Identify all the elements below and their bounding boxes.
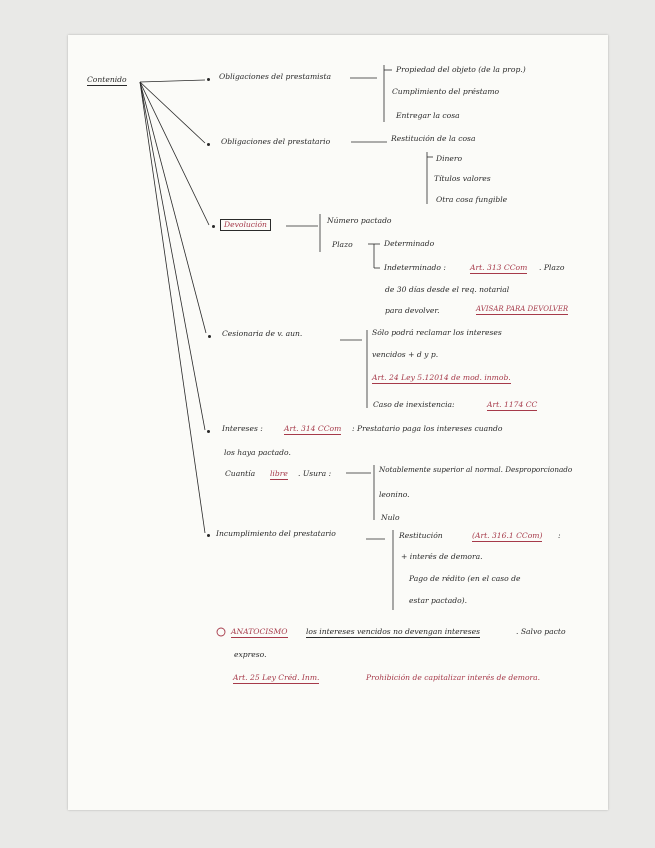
plazo-indeterminado: Indeterminado : — [384, 263, 446, 272]
usura-nulo: Nulo — [381, 513, 400, 522]
devolucion-label: Devolución — [220, 219, 271, 231]
art-313-ref: Art. 313 CCom — [470, 263, 528, 272]
anatocismo-text1-prefix — [306, 628, 480, 636]
art-316-ref: (Art. 316.1 CCom) — [472, 531, 543, 540]
list-item: Propiedad del objeto (de la prop.) — [396, 65, 526, 74]
anatocismo-text3: expreso. — [234, 650, 267, 659]
notebook-page — [68, 35, 608, 810]
pago-redito-2: estar pactado). — [409, 596, 468, 605]
avisar-note: AVISAR PARA DEVOLVER — [476, 305, 569, 313]
ley-cred-inm-ref: Art. 25 Ley Créd. Inm. — [233, 673, 320, 682]
list-item: Títulos valores — [434, 174, 491, 183]
list-item: Entregar la cosa — [396, 111, 460, 120]
cuantia-libre: libre — [270, 469, 288, 478]
bullet — [207, 534, 210, 537]
interes-demora: + interés de demora. — [401, 552, 483, 561]
cesionaria-line2: vencidos + d y p. — [372, 350, 439, 359]
art-314-ref: Art. 314 CCom — [284, 424, 342, 433]
plazo-label: Plazo — [332, 240, 353, 249]
anatocismo-title: ANATOCISMO — [231, 627, 288, 636]
bullet — [212, 225, 215, 228]
restitucion-text: Restitución de la cosa — [391, 134, 476, 143]
caso-inexistencia: Caso de inexistencia: — [373, 400, 455, 409]
incumplimiento-restitucion: Restitución — [399, 531, 443, 540]
cesionaria-line1: Sólo podrá reclamar los intereses — [372, 328, 502, 337]
colon: : — [558, 531, 561, 540]
usura-line1: Notablemente superior al normal. Desproporcionado — [379, 465, 573, 474]
anatocismo-text2: . Salvo pacto — [516, 627, 566, 636]
art-1174-ref: Art. 1174 CC — [487, 400, 538, 409]
devolucion-line3: para devolver. — [385, 306, 440, 315]
cuantia-label: Cuantía — [225, 469, 256, 478]
bullet — [207, 143, 210, 146]
bullet — [207, 430, 210, 433]
intereses-label: Intereses : — [222, 424, 263, 433]
list-item: Otra cosa fungible — [436, 195, 508, 204]
bullet — [207, 78, 210, 81]
bullet — [208, 335, 211, 338]
usura-line2: leonino. — [379, 490, 410, 499]
list-item: Dinero — [436, 154, 463, 163]
usura-label: . Usura : — [298, 469, 332, 478]
ley-ref: Art. 24 Ley 5.12014 de mod. inmob. — [372, 373, 511, 382]
intereses-text1: : Prestatario paga los intereses cuando — [352, 424, 503, 433]
cesionaria-label: Cesionaria de v. aun. — [222, 329, 303, 338]
obligaciones-prestatario-label: Obligaciones del prestatario — [221, 137, 331, 146]
devolucion-line2: de 30 días desde el req. notarial — [385, 285, 510, 294]
obligaciones-mutuario-label: Obligaciones del prestamista — [219, 72, 332, 81]
anatocismo-text1: los intereses vencidos no devengan intereses — [306, 627, 480, 636]
root-topic: Contenido — [87, 75, 127, 84]
plazo-text: . Plazo — [539, 263, 565, 272]
numero-pactado: Número pactado — [327, 216, 392, 225]
pago-redito-1: Pago de rédito (en el caso de — [409, 574, 521, 583]
list-item: Cumplimiento del préstamo — [392, 87, 500, 96]
incumplimiento-label: Incumplimiento del prestatario — [216, 529, 336, 538]
prohibicion-text: Prohibición de capitalizar interés de demora. — [366, 673, 541, 682]
intereses-text2: los haya pactado. — [224, 448, 291, 457]
plazo-determinado: Determinado — [384, 239, 435, 248]
